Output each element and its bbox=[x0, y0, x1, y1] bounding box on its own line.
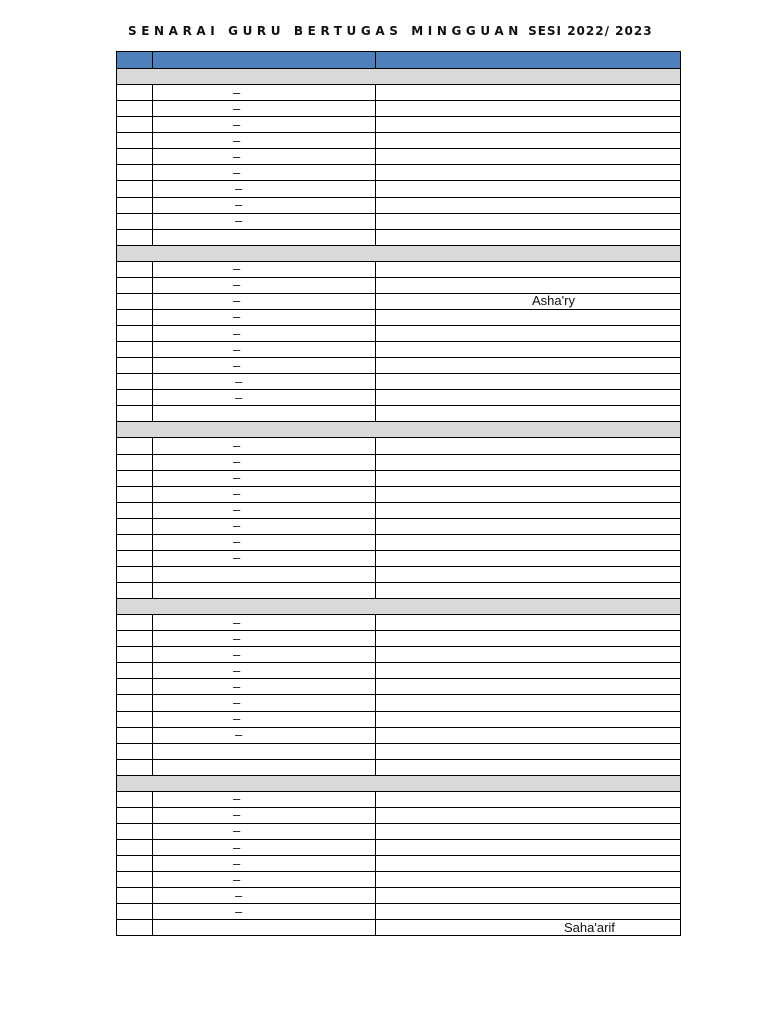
dash-mark: – bbox=[233, 823, 241, 839]
table-row bbox=[117, 406, 681, 422]
number-cell bbox=[117, 840, 153, 856]
number-cell bbox=[117, 727, 153, 743]
name-cell bbox=[153, 374, 376, 390]
name-cell bbox=[153, 358, 376, 374]
name-cell bbox=[153, 840, 376, 856]
table-row bbox=[117, 615, 681, 631]
header-cell-number bbox=[117, 52, 153, 69]
note-cell bbox=[376, 791, 681, 807]
table-row bbox=[117, 856, 681, 872]
table-row bbox=[117, 566, 681, 582]
number-cell bbox=[117, 647, 153, 663]
name-cell bbox=[153, 583, 376, 599]
dash-mark: – bbox=[233, 277, 241, 293]
dash-mark: – bbox=[233, 855, 241, 871]
number-cell bbox=[117, 326, 153, 342]
dash-mark: – bbox=[233, 807, 241, 823]
dash-mark: – bbox=[233, 646, 241, 662]
number-cell bbox=[117, 856, 153, 872]
name-cell bbox=[153, 406, 376, 422]
note-cell bbox=[376, 695, 681, 711]
group-header-row bbox=[117, 422, 681, 438]
dash-mark: – bbox=[233, 293, 241, 309]
number-cell bbox=[117, 390, 153, 406]
table-row bbox=[117, 101, 681, 117]
name-cell bbox=[153, 309, 376, 325]
note-cell bbox=[376, 85, 681, 101]
number-cell bbox=[117, 342, 153, 358]
number-cell bbox=[117, 261, 153, 277]
name-cell bbox=[153, 856, 376, 872]
number-cell bbox=[117, 743, 153, 759]
number-cell bbox=[117, 406, 153, 422]
group-header-cell bbox=[117, 599, 681, 615]
dash-mark: – bbox=[233, 309, 241, 325]
dash-mark: – bbox=[233, 148, 241, 164]
note-cell bbox=[376, 390, 681, 406]
name-cell bbox=[153, 663, 376, 679]
number-cell bbox=[117, 663, 153, 679]
dash-mark: – bbox=[233, 261, 241, 277]
note-cell bbox=[376, 133, 681, 149]
dash-mark: – bbox=[233, 341, 241, 357]
note-cell bbox=[376, 566, 681, 582]
group-header-cell bbox=[117, 245, 681, 261]
table-row bbox=[117, 213, 681, 229]
number-cell bbox=[117, 695, 153, 711]
number-cell bbox=[117, 807, 153, 823]
table-row bbox=[117, 293, 681, 309]
note-cell bbox=[376, 342, 681, 358]
number-cell bbox=[117, 101, 153, 117]
note-cell bbox=[376, 326, 681, 342]
table-row bbox=[117, 486, 681, 502]
table-row bbox=[117, 326, 681, 342]
table-row bbox=[117, 550, 681, 566]
note-cell bbox=[376, 550, 681, 566]
name-cell bbox=[153, 101, 376, 117]
header-cell-note bbox=[376, 52, 681, 69]
table-row bbox=[117, 518, 681, 534]
name-cell bbox=[153, 550, 376, 566]
dash-mark: – bbox=[235, 389, 243, 405]
name-cell bbox=[153, 293, 376, 309]
duty-roster-table bbox=[116, 51, 681, 936]
number-cell bbox=[117, 711, 153, 727]
number-cell bbox=[117, 213, 153, 229]
name-cell bbox=[153, 85, 376, 101]
note-cell bbox=[376, 711, 681, 727]
note-cell bbox=[376, 438, 681, 454]
dash-mark: – bbox=[233, 100, 241, 116]
name-cell bbox=[153, 631, 376, 647]
table-row bbox=[117, 438, 681, 454]
page-title-main: SENARAI GURU BERTUGAS MINGGUAN bbox=[128, 24, 523, 38]
table-row bbox=[117, 342, 681, 358]
table-row bbox=[117, 85, 681, 101]
dash-mark: – bbox=[233, 84, 241, 100]
number-cell bbox=[117, 759, 153, 775]
dash-mark: – bbox=[233, 518, 241, 534]
note-cell bbox=[376, 374, 681, 390]
number-cell bbox=[117, 181, 153, 197]
table-row bbox=[117, 149, 681, 165]
table-row bbox=[117, 261, 681, 277]
number-cell bbox=[117, 888, 153, 904]
name-cell bbox=[153, 326, 376, 342]
name-cell bbox=[153, 727, 376, 743]
note-cell bbox=[376, 534, 681, 550]
name-cell bbox=[153, 807, 376, 823]
number-cell bbox=[117, 358, 153, 374]
dash-mark: – bbox=[233, 678, 241, 694]
name-cell bbox=[153, 502, 376, 518]
name-cell bbox=[153, 149, 376, 165]
note-cell bbox=[376, 277, 681, 293]
dash-mark: – bbox=[233, 486, 241, 502]
note-cell bbox=[376, 149, 681, 165]
note-cell bbox=[376, 759, 681, 775]
note-cell bbox=[376, 518, 681, 534]
name-cell bbox=[153, 181, 376, 197]
dash-mark: – bbox=[233, 550, 241, 566]
note-cell bbox=[376, 213, 681, 229]
dash-mark: – bbox=[233, 630, 241, 646]
number-cell bbox=[117, 470, 153, 486]
number-cell bbox=[117, 309, 153, 325]
note-cell bbox=[376, 807, 681, 823]
table-row bbox=[117, 631, 681, 647]
dash-mark: – bbox=[233, 614, 241, 630]
name-cell bbox=[153, 647, 376, 663]
number-cell bbox=[117, 583, 153, 599]
name-cell bbox=[153, 117, 376, 133]
group-header-cell bbox=[117, 422, 681, 438]
table-row bbox=[117, 872, 681, 888]
table-row bbox=[117, 840, 681, 856]
table-row bbox=[117, 888, 681, 904]
note-cell bbox=[376, 823, 681, 839]
name-cell bbox=[153, 759, 376, 775]
note-cell bbox=[376, 261, 681, 277]
table-row bbox=[117, 807, 681, 823]
name-cell bbox=[153, 470, 376, 486]
number-cell bbox=[117, 374, 153, 390]
number-cell bbox=[117, 149, 153, 165]
note-cell: Asha'ry bbox=[376, 293, 681, 309]
note-cell bbox=[376, 181, 681, 197]
note-cell bbox=[376, 663, 681, 679]
name-cell bbox=[153, 920, 376, 936]
note-cell bbox=[376, 229, 681, 245]
table-row bbox=[117, 791, 681, 807]
dash-mark: – bbox=[235, 373, 243, 389]
table-row bbox=[117, 823, 681, 839]
table-row bbox=[117, 454, 681, 470]
note-cell bbox=[376, 727, 681, 743]
group-header-row bbox=[117, 245, 681, 261]
roster-body bbox=[117, 52, 681, 936]
table-row bbox=[117, 743, 681, 759]
dash-mark: – bbox=[235, 887, 243, 903]
name-cell bbox=[153, 454, 376, 470]
name-cell bbox=[153, 133, 376, 149]
group-header-row bbox=[117, 599, 681, 615]
number-cell bbox=[117, 165, 153, 181]
note-cell bbox=[376, 358, 681, 374]
table-row bbox=[117, 277, 681, 293]
dash-mark: – bbox=[233, 662, 241, 678]
table-row bbox=[117, 583, 681, 599]
number-cell bbox=[117, 904, 153, 920]
dash-mark: – bbox=[233, 694, 241, 710]
number-cell bbox=[117, 615, 153, 631]
note-cell: Saha'arif bbox=[376, 920, 681, 936]
table-row bbox=[117, 679, 681, 695]
name-cell bbox=[153, 823, 376, 839]
number-cell bbox=[117, 277, 153, 293]
note-cell bbox=[376, 872, 681, 888]
note-cell bbox=[376, 165, 681, 181]
number-cell bbox=[117, 293, 153, 309]
table-row bbox=[117, 711, 681, 727]
name-cell bbox=[153, 695, 376, 711]
name-cell bbox=[153, 165, 376, 181]
number-cell bbox=[117, 518, 153, 534]
note-cell bbox=[376, 840, 681, 856]
name-cell bbox=[153, 342, 376, 358]
page-title bbox=[128, 24, 653, 38]
table-row bbox=[117, 181, 681, 197]
note-cell bbox=[376, 647, 681, 663]
name-cell bbox=[153, 213, 376, 229]
table-row bbox=[117, 727, 681, 743]
table-row bbox=[117, 904, 681, 920]
number-cell bbox=[117, 872, 153, 888]
table-row bbox=[117, 502, 681, 518]
header-cell-name bbox=[153, 52, 376, 69]
table-row bbox=[117, 117, 681, 133]
table-row bbox=[117, 759, 681, 775]
dash-mark: – bbox=[235, 727, 243, 743]
group-header-row bbox=[117, 69, 681, 85]
table-header-row bbox=[117, 52, 681, 69]
note-cell bbox=[376, 888, 681, 904]
table-row bbox=[117, 647, 681, 663]
number-cell bbox=[117, 920, 153, 936]
note-cell bbox=[376, 101, 681, 117]
note-cell bbox=[376, 486, 681, 502]
table-row bbox=[117, 920, 681, 936]
dash-mark: – bbox=[235, 197, 243, 213]
dash-mark: – bbox=[233, 357, 241, 373]
note-cell bbox=[376, 470, 681, 486]
name-cell bbox=[153, 888, 376, 904]
group-header-row bbox=[117, 775, 681, 791]
table-row bbox=[117, 374, 681, 390]
name-cell bbox=[153, 438, 376, 454]
note-cell bbox=[376, 309, 681, 325]
number-cell bbox=[117, 486, 153, 502]
dash-mark: – bbox=[235, 180, 243, 196]
name-cell bbox=[153, 904, 376, 920]
number-cell bbox=[117, 679, 153, 695]
name-cell bbox=[153, 872, 376, 888]
name-cell bbox=[153, 277, 376, 293]
number-cell bbox=[117, 550, 153, 566]
dash-mark: – bbox=[233, 116, 241, 132]
note-cell bbox=[376, 583, 681, 599]
name-cell bbox=[153, 197, 376, 213]
dash-mark: – bbox=[233, 871, 241, 887]
table-row bbox=[117, 470, 681, 486]
group-header-cell bbox=[117, 69, 681, 85]
number-cell bbox=[117, 566, 153, 582]
dash-mark: – bbox=[233, 437, 241, 453]
dash-mark: – bbox=[233, 791, 241, 807]
dash-mark: – bbox=[233, 534, 241, 550]
table-row bbox=[117, 663, 681, 679]
name-cell bbox=[153, 566, 376, 582]
group-header-cell bbox=[117, 775, 681, 791]
name-cell bbox=[153, 261, 376, 277]
table-row bbox=[117, 695, 681, 711]
dash-mark: – bbox=[235, 213, 243, 229]
dash-mark: – bbox=[233, 711, 241, 727]
number-cell bbox=[117, 502, 153, 518]
number-cell bbox=[117, 823, 153, 839]
number-cell bbox=[117, 85, 153, 101]
dash-mark: – bbox=[235, 903, 243, 919]
number-cell bbox=[117, 534, 153, 550]
number-cell bbox=[117, 631, 153, 647]
note-cell bbox=[376, 856, 681, 872]
number-cell bbox=[117, 117, 153, 133]
page-title-session: SESI 2022/ 2023 bbox=[528, 24, 653, 38]
number-cell bbox=[117, 229, 153, 245]
number-cell bbox=[117, 133, 153, 149]
dash-mark: – bbox=[233, 325, 241, 341]
note-cell bbox=[376, 904, 681, 920]
dash-mark: – bbox=[233, 502, 241, 518]
table-row bbox=[117, 309, 681, 325]
note-cell bbox=[376, 454, 681, 470]
table-row bbox=[117, 229, 681, 245]
number-cell bbox=[117, 791, 153, 807]
table-row bbox=[117, 534, 681, 550]
dash-mark: – bbox=[233, 132, 241, 148]
table-row bbox=[117, 133, 681, 149]
note-cell bbox=[376, 631, 681, 647]
name-cell bbox=[153, 390, 376, 406]
dash-mark: – bbox=[233, 164, 241, 180]
note-cell bbox=[376, 743, 681, 759]
note-cell bbox=[376, 502, 681, 518]
number-cell bbox=[117, 438, 153, 454]
table-row bbox=[117, 165, 681, 181]
note-cell bbox=[376, 615, 681, 631]
note-cell bbox=[376, 679, 681, 695]
note-cell bbox=[376, 117, 681, 133]
name-cell bbox=[153, 229, 376, 245]
name-cell bbox=[153, 679, 376, 695]
table-row bbox=[117, 358, 681, 374]
name-cell bbox=[153, 791, 376, 807]
number-cell bbox=[117, 197, 153, 213]
dash-mark: – bbox=[233, 454, 241, 470]
name-cell bbox=[153, 711, 376, 727]
dash-mark: – bbox=[233, 470, 241, 486]
note-cell bbox=[376, 406, 681, 422]
number-cell bbox=[117, 454, 153, 470]
name-cell bbox=[153, 743, 376, 759]
note-cell bbox=[376, 197, 681, 213]
name-cell bbox=[153, 534, 376, 550]
table-row bbox=[117, 197, 681, 213]
dash-mark: – bbox=[233, 839, 241, 855]
name-cell bbox=[153, 518, 376, 534]
table-row bbox=[117, 390, 681, 406]
name-cell bbox=[153, 615, 376, 631]
name-cell bbox=[153, 486, 376, 502]
